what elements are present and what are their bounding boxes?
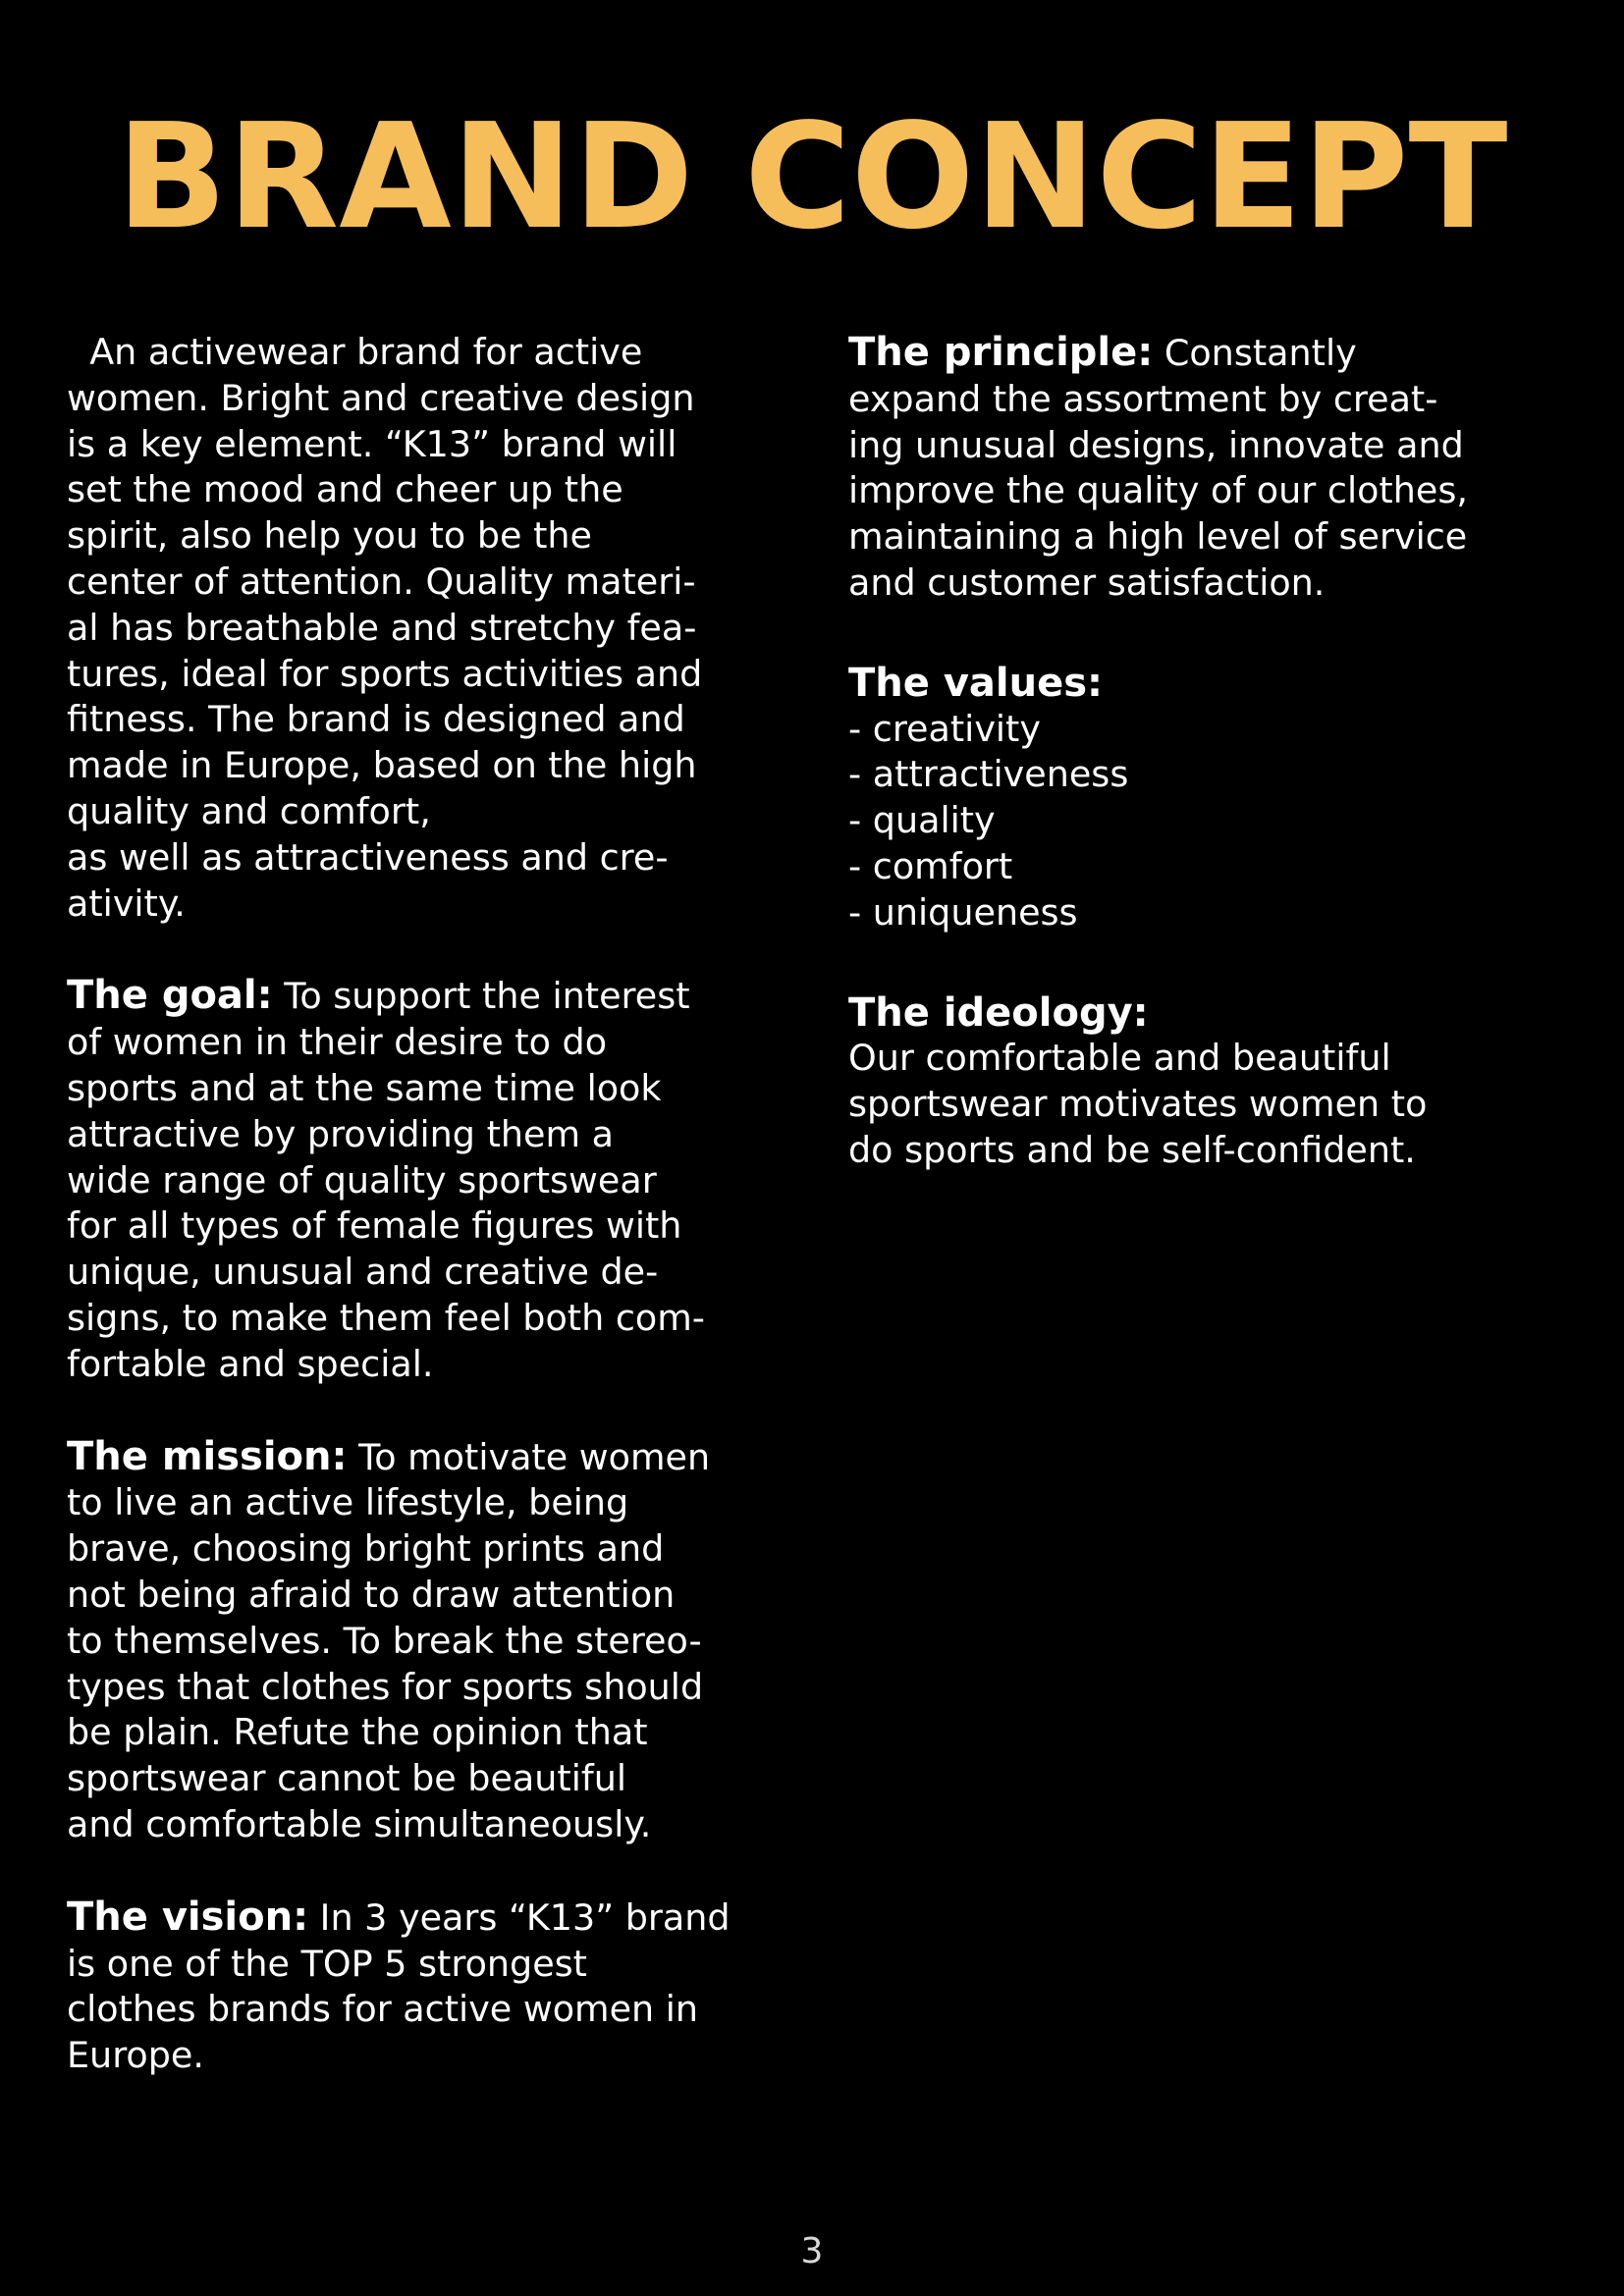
intro-line: al has breathable and stretchy fea- bbox=[67, 606, 697, 649]
mission-line: not being afraid to draw attention bbox=[67, 1573, 676, 1616]
goal-line: attractive by providing them a bbox=[67, 1112, 614, 1155]
values-item: - creativity bbox=[848, 707, 1041, 750]
left-column bbox=[67, 330, 769, 2079]
goal-heading: The goal: bbox=[67, 973, 273, 1019]
intro-line: ativity. bbox=[67, 881, 186, 925]
principle-line: and customer satisfaction. bbox=[848, 561, 1326, 604]
values-section bbox=[848, 661, 1545, 936]
mission-line: be plain. Refute the opinion that bbox=[67, 1711, 648, 1754]
mission-line: sportswear cannot be beautiful bbox=[67, 1757, 627, 1800]
values-item: - uniqueness bbox=[848, 890, 1078, 934]
goal-line: fortable and special. bbox=[67, 1342, 434, 1385]
intro-line: as well as attractiveness and cre- bbox=[67, 835, 669, 879]
goal-line: wide range of quality sportswear bbox=[67, 1158, 657, 1201]
principle-line: improve the quality of our clothes, bbox=[848, 469, 1468, 512]
principle-line: maintaining a high level of service bbox=[848, 515, 1468, 559]
vision-line: is one of the TOP 5 strongest bbox=[67, 1942, 587, 1985]
mission-line: to themselves. To break the stereo- bbox=[67, 1619, 702, 1662]
values-item: - attractiveness bbox=[848, 753, 1129, 796]
right-column bbox=[848, 330, 1545, 1174]
goal-text: To support the interest bbox=[272, 975, 690, 1018]
values-item: - quality bbox=[848, 799, 996, 842]
principle-heading: The principle: bbox=[848, 330, 1154, 375]
principle-section bbox=[848, 330, 1545, 607]
values-item: - comfort bbox=[848, 844, 1013, 887]
mission-text: To motivate women bbox=[347, 1435, 711, 1478]
mission-line: brave, choosing bright prints and bbox=[67, 1527, 665, 1571]
ideology-heading: The ideology: bbox=[848, 989, 1149, 1036]
mission-section bbox=[67, 1434, 769, 1848]
goal-line: signs, to make them feel both com- bbox=[67, 1296, 705, 1339]
ideology-line: do sports and be self-confident. bbox=[848, 1128, 1416, 1171]
intro-line: set the mood and cheer up the bbox=[67, 468, 623, 511]
vision-line: Europe. bbox=[67, 2034, 204, 2077]
principle-line: ing unusual designs, innovate and bbox=[848, 423, 1464, 466]
intro-line: tures, ideal for sports activities and bbox=[67, 652, 703, 695]
intro-line: fitness. The brand is designed and bbox=[67, 698, 685, 741]
intro-line: spirit, also help you to be the bbox=[67, 514, 592, 558]
intro-paragraph bbox=[67, 330, 769, 927]
intro-line: quality and comfort, bbox=[67, 789, 431, 832]
principle-text: Constantly bbox=[1153, 332, 1357, 374]
mission-line: and comfortable simultaneously. bbox=[67, 1802, 652, 1845]
values-heading: The values: bbox=[848, 660, 1104, 706]
goal-line: unique, unusual and creative de- bbox=[67, 1251, 659, 1294]
mission-heading: The mission: bbox=[67, 1433, 348, 1479]
intro-line: made in Europe, based on the high bbox=[67, 744, 697, 787]
mission-line: types that clothes for sports should bbox=[67, 1665, 704, 1708]
principle-line: expand the assortment by creat- bbox=[848, 377, 1438, 420]
page-title: BRAND CONCEPT bbox=[116, 92, 1508, 261]
goal-line: for all types of female figures with bbox=[67, 1204, 682, 1248]
vision-text: In 3 years “K13” brand bbox=[308, 1896, 731, 1939]
vision-section bbox=[67, 1895, 769, 2079]
ideology-line: sportswear motivates women to bbox=[848, 1083, 1428, 1126]
page-number: 3 bbox=[800, 2231, 824, 2271]
intro-line: women. Bright and creative design bbox=[67, 376, 695, 419]
intro-line: center of attention. Quality materi- bbox=[67, 560, 696, 603]
intro-line: An activewear brand for active bbox=[67, 331, 643, 373]
mission-line: to live an active lifestyle, being bbox=[67, 1481, 629, 1524]
goal-section bbox=[67, 973, 769, 1387]
goal-line: of women in their desire to do bbox=[67, 1021, 608, 1064]
ideology-section bbox=[848, 990, 1545, 1174]
intro-line: is a key element. “K13” brand will bbox=[67, 422, 677, 465]
goal-line: sports and at the same time look bbox=[67, 1066, 662, 1109]
vision-line: clothes brands for active women in bbox=[67, 1988, 699, 2031]
ideology-line: Our comfortable and beautiful bbox=[848, 1037, 1391, 1080]
vision-heading: The vision: bbox=[67, 1894, 309, 1940]
